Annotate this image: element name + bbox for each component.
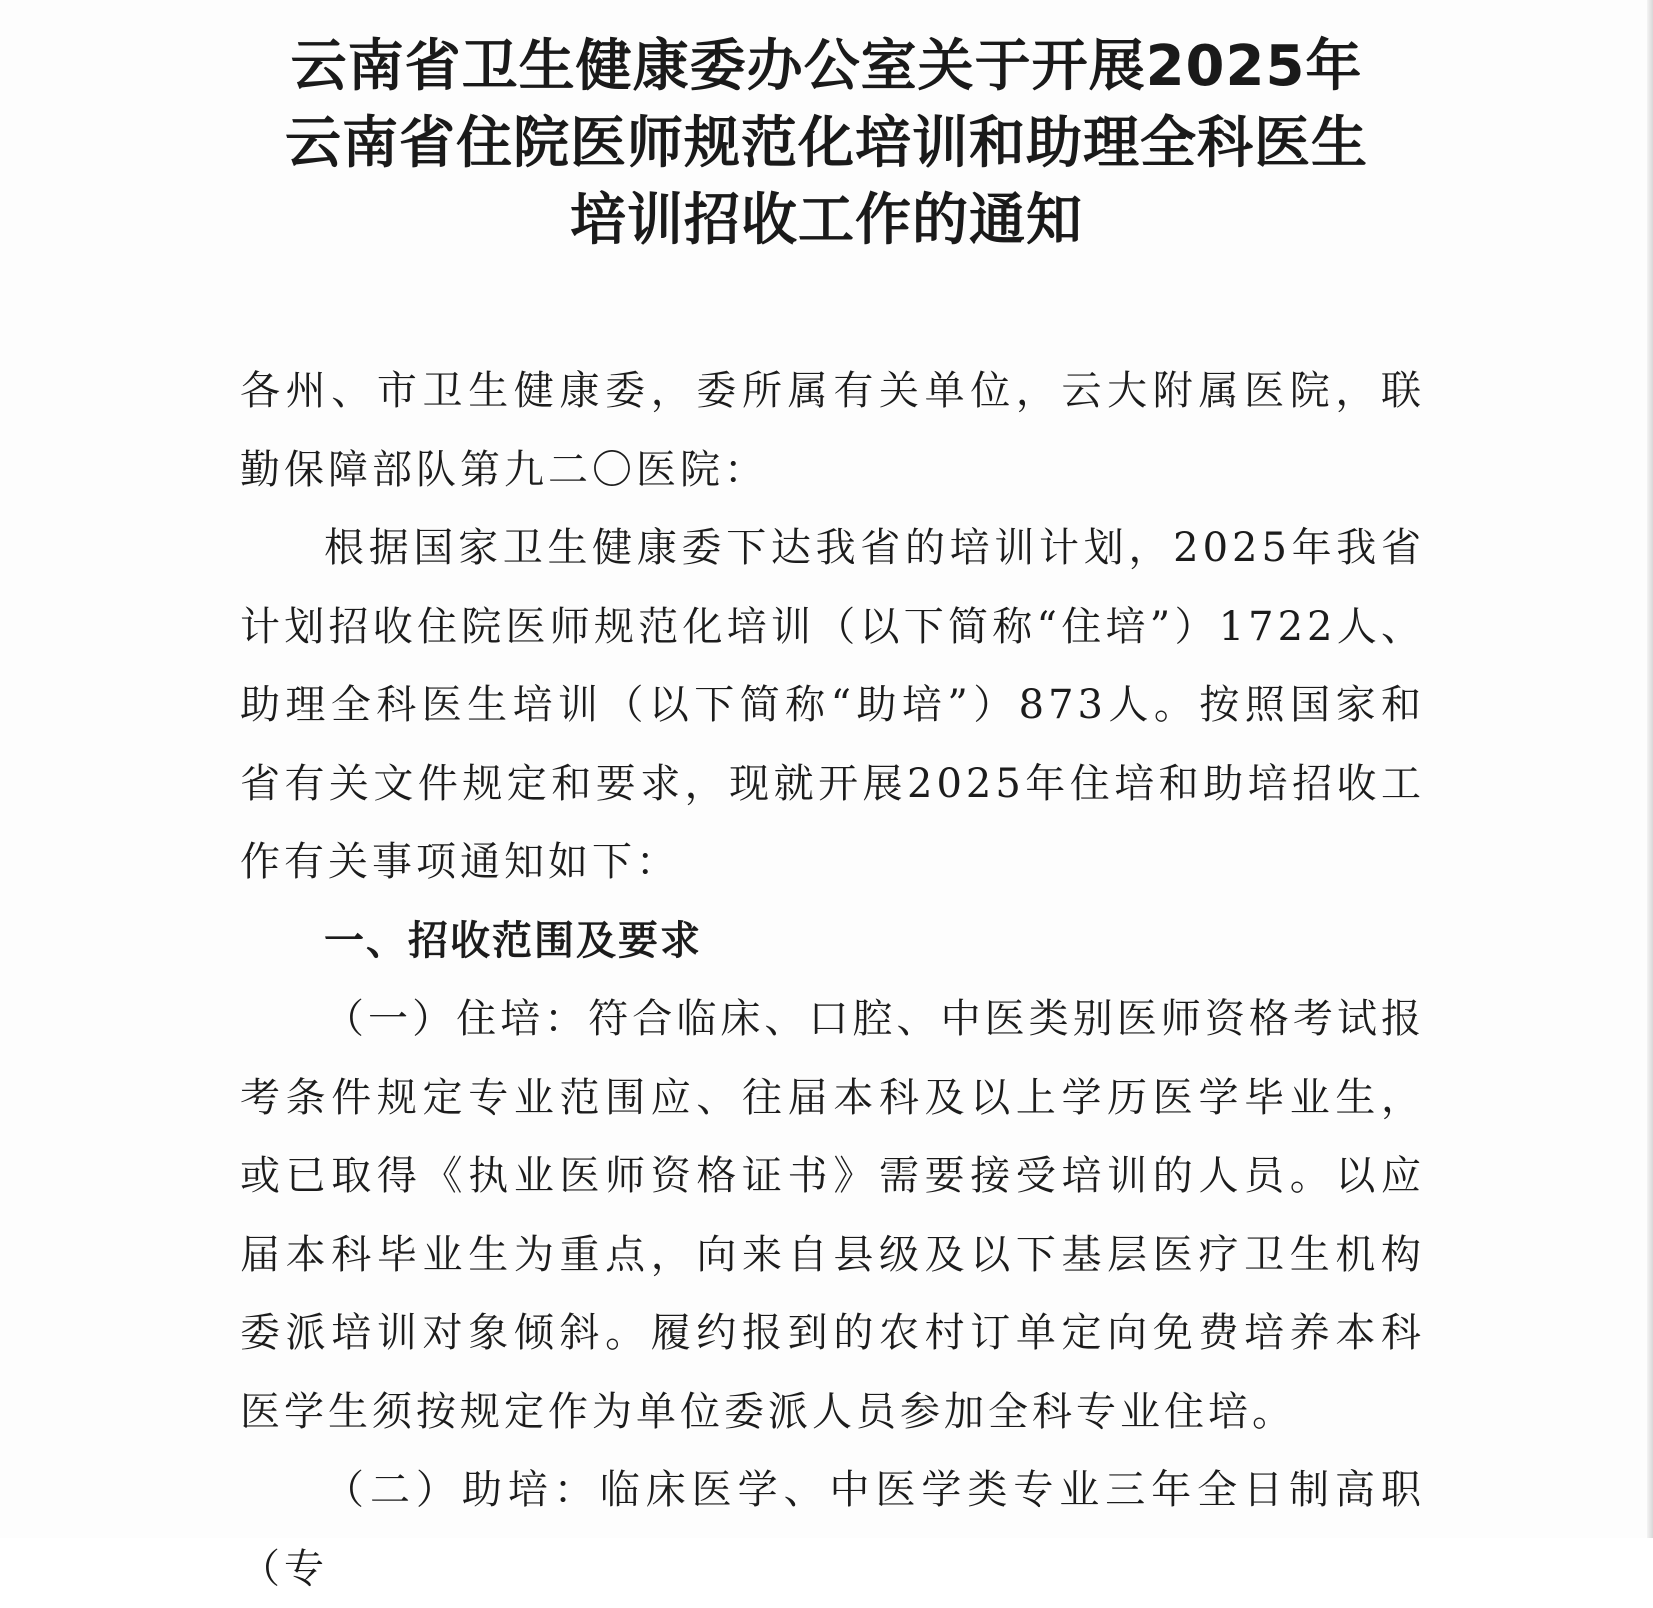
document-body [240,352,1425,1608]
page-edge-shadow [1647,0,1653,1538]
title-line-3: 培训招收工作的通知 [570,188,1083,253]
item-2-paragraph: （二）助培：临床医学、中医学类专业三年全日制高职（专 [240,1467,1425,1592]
title-line-1: 云南省卫生健康委办公室关于开展2025年 [290,34,1363,99]
item-1-paragraph: （一）住培：符合临床、口腔、中医类别医师资格考试报考条件规定专业范围应、往届本科及以上学历医学毕业生，或已取得《执业医师资格证书》需要接受培训的人员。以应届本科毕业生为重点，向来自县级及以下基层医疗卫生机构委派培训对象倾斜。履约报到的农村订单定向免费培养本科医学生须按规定作为单位委派人员参加全科专业住培。 [240,996,1425,1435]
salutation: 各州、市卫生健康委，委所属有关单位，云大附属医院，联勤保障部队第九二〇医院： [240,368,1425,493]
document-title [200,28,1453,259]
section-heading-1: 一、招收范围及要求 [324,917,702,964]
intro-paragraph: 根据国家卫生健康委下达我省的培训计划，2025年我省计划招收住院医师规范化培训（以下简称“住培”）1722人、助理全科医生培训（以下简称“助培”）873人。按照国家和省有关文件规定和要求，现就开展2025年住培和助培招收工作有关事项通知如下： [240,525,1425,885]
title-line-2: 云南省住院医师规范化培训和助理全科医生 [285,111,1368,176]
